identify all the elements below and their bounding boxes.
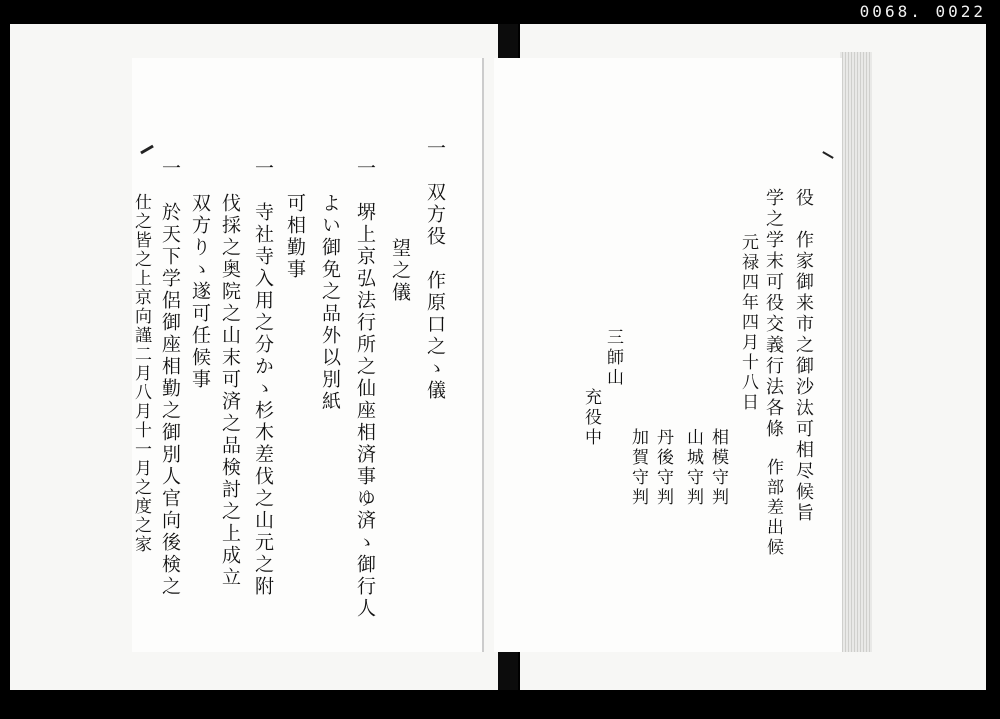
right-col-6: 丹後守判 — [653, 428, 673, 508]
right-col-3: 元禄四年四月十八日 — [738, 233, 758, 413]
left-col-2: 望之儀 — [389, 238, 411, 304]
frame-number: 0068. 0022 — [859, 2, 986, 21]
left-col-10: 仕之皆之上京向謹二月八月十一月之度之家 — [131, 193, 151, 554]
left-col-8: 双方りゝ遂可任候事 — [189, 193, 211, 391]
right-col-1: 役 作家御来市之御沙汰可相尽候旨 — [793, 188, 814, 524]
left-col-9: 一 於天下学侶御座相勤之御別人官向後検之 — [159, 158, 181, 598]
right-col-5: 山城守判 — [683, 428, 703, 508]
right-page — [494, 58, 842, 652]
page-edges — [840, 52, 872, 652]
right-col-4: 相模守判 — [708, 428, 728, 508]
right-col-8: 三師山 — [603, 328, 623, 388]
left-col-5: 可相勤事 — [284, 193, 306, 281]
left-col-4: よい御免之品外以別紙 — [319, 193, 341, 413]
left-page — [132, 58, 484, 652]
left-col-7: 伐採之奥院之山末可済之品検討之上成立 — [219, 193, 241, 589]
right-col-9: 充役中 — [581, 388, 601, 448]
left-col-3: 一 堺上京弘法行所之仙座相済事ゆ済ゝ御行人 — [354, 158, 376, 620]
right-col-10: 作部差出候 — [763, 458, 783, 558]
right-col-7: 加賀守判 — [628, 428, 648, 508]
left-col-6: 一 寺社寺入用之分かゝ杉木差伐之山元之附 — [252, 158, 274, 598]
right-col-2: 学之学末可役交義行法各條 — [763, 188, 784, 440]
left-col-1: 一 双方役 作原口之ゝ儀 — [424, 138, 446, 402]
